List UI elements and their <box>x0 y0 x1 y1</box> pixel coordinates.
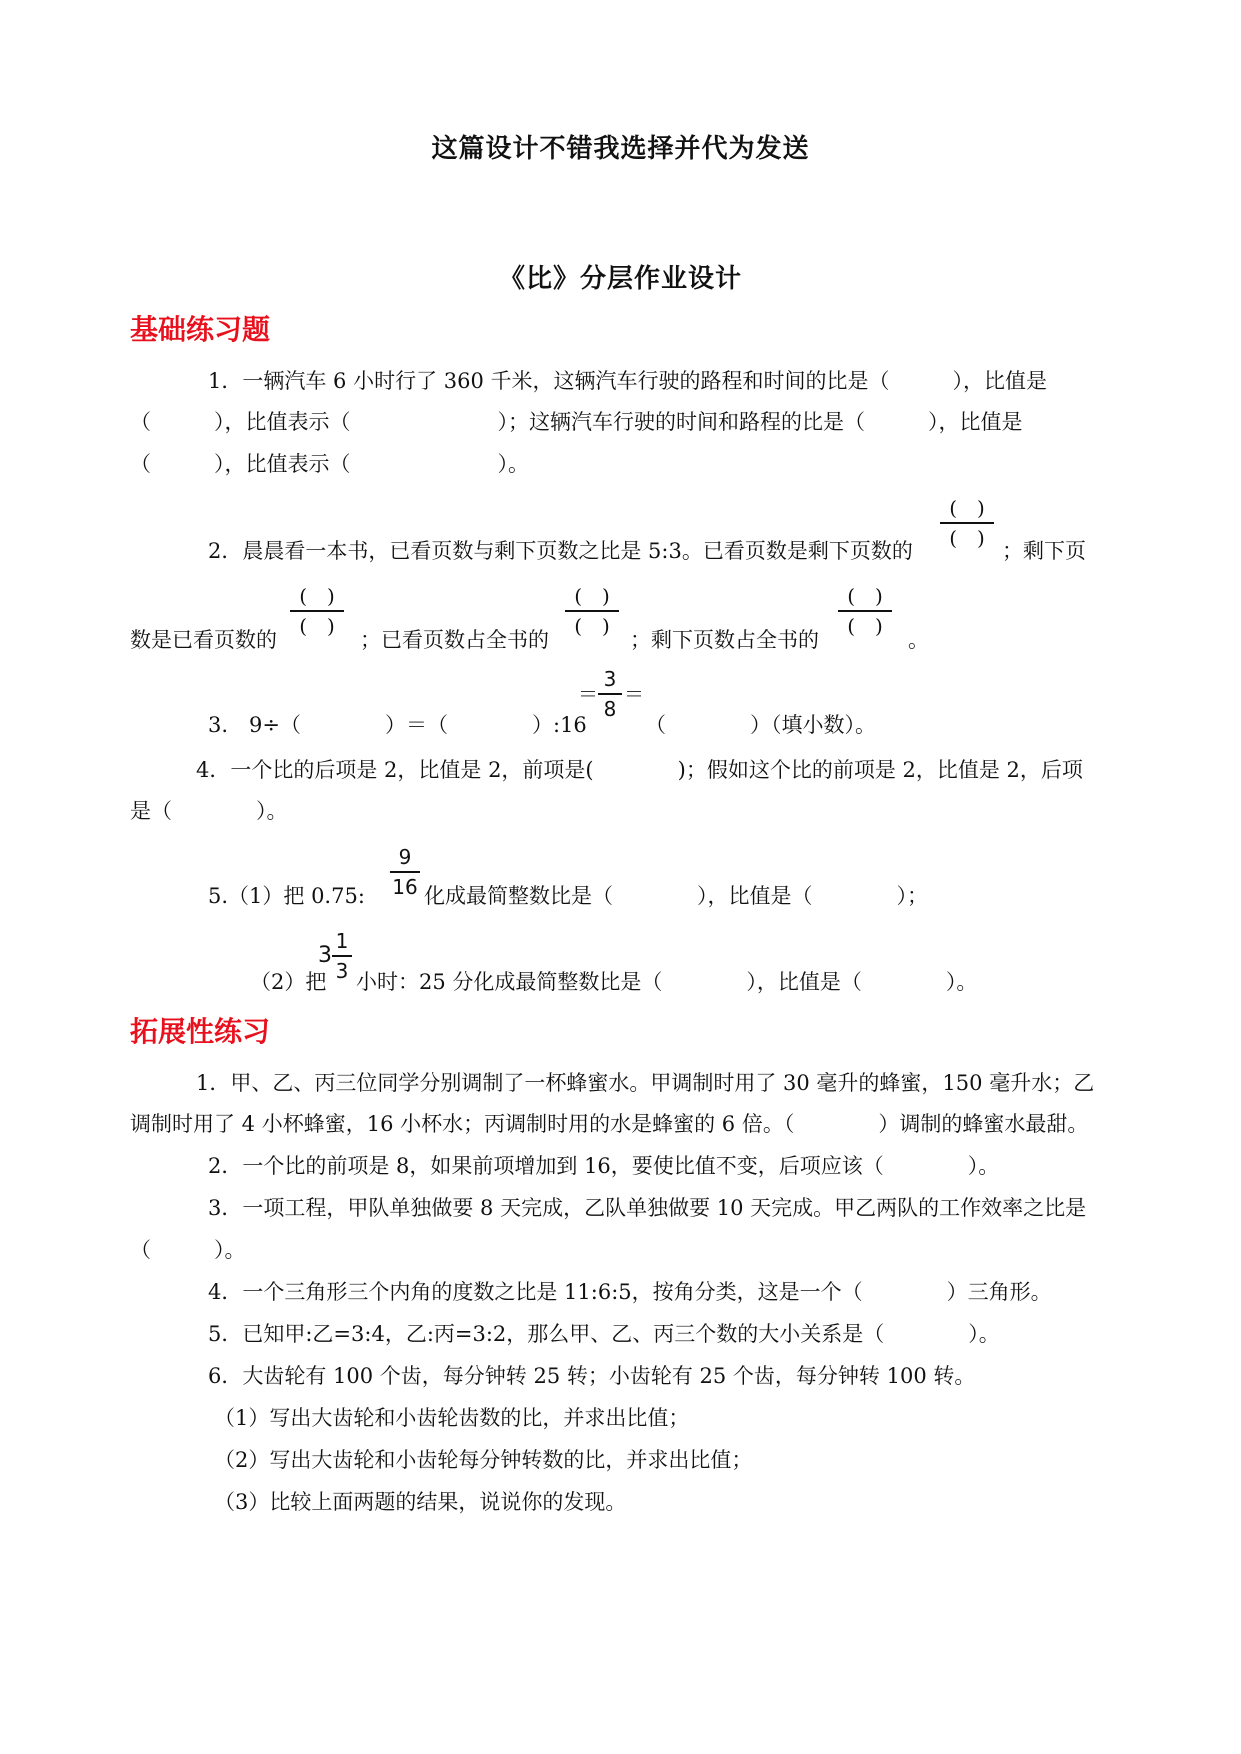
q2-line-1: 2．晨晨看一本书，已看页数与剩下页数之比是 5:3。已看页数是剩下页数的 <box>208 539 913 563</box>
q1-line-1: 1．一辆汽车 6 小时行了 360 千米，这辆汽车行驶的路程和时间的比是（ ），比值是 <box>208 369 1048 393</box>
q4-line-2: 是（ ）。 <box>130 799 288 823</box>
fraction-9-16 <box>390 846 420 898</box>
q1-line-2: （ ），比值表示（ ）；这辆汽车行驶的时间和路程的比是（ ），比值是 <box>130 410 1023 434</box>
fraction-denominator: 3 <box>335 959 349 983</box>
q3-equals-right: ＝ <box>624 682 644 706</box>
fraction-bar <box>332 955 352 957</box>
top-title: 这篇设计不错我选择并代为发送 <box>431 134 810 164</box>
fraction-denominator: ( ) <box>574 614 610 638</box>
ext-q6-part-2: （2）写出大齿轮和小齿轮每分钟转数的比，并求出比值； <box>214 1448 753 1472</box>
fraction-bar <box>838 610 892 612</box>
ext-q6-part-3: （3）比较上面两题的结果，说说你的发现。 <box>214 1490 627 1514</box>
fraction-1-3 <box>332 930 352 982</box>
fraction-bar <box>390 871 420 873</box>
ext-q3-line-2: （ ）。 <box>130 1238 246 1262</box>
q3-line-b: （ ）（填小数）。 <box>645 713 876 737</box>
ext-q5-line: 5．已知甲:乙=3:4，乙:丙=3:2，那么甲、乙、丙三个数的大小关系是（ ）。 <box>208 1322 1000 1346</box>
ext-q6-part-1: （1）写出大齿轮和小齿轮齿数的比，并求出比值； <box>214 1406 690 1430</box>
ext-q1-line-2: 调制时用了 4 小杯蜂蜜，16 小杯水；丙调制时用的水是蜂蜜的 6 倍。（ ）调制的蜂蜜水最甜。 <box>130 1112 1089 1136</box>
q5-line-2-a: （2）把 <box>250 970 327 994</box>
fraction-numerator: 1 <box>335 929 349 953</box>
q4-line-1: 4．一个比的后项是 2，比值是 2，前项是( )；假如这个比的前项是 2，比值是 2，后项 <box>196 758 1083 782</box>
q2-line-2-b: ；已看页数占全书的 <box>360 628 549 652</box>
blank-fraction <box>838 585 892 637</box>
fraction-numerator: 9 <box>398 845 412 869</box>
q1-line-3: （ ），比值表示（ ）。 <box>130 452 529 476</box>
ext-q2-line: 2．一个比的前项是 8，如果前项增加到 16，要使比值不变，后项应该（ ）。 <box>208 1154 1000 1178</box>
fraction-numerator: 3 <box>603 667 617 691</box>
q5-line-1-b: 化成最简整数比是（ ），比值是（ ）； <box>424 884 928 908</box>
ext-q1-line-1: 1．甲、乙、丙三位同学分别调制了一杯蜂蜜水。甲调制时用了 30 毫升的蜂蜜，150 毫升水；乙 <box>196 1071 1095 1095</box>
fraction-denominator: ( ) <box>299 614 335 638</box>
section-heading-basic: 基础练习题 <box>130 313 271 346</box>
document-title: 《比》分层作业设计 <box>498 264 742 294</box>
fraction-3-8 <box>598 668 622 720</box>
fraction-bar <box>940 522 994 524</box>
fraction-numerator: ( ) <box>299 584 335 608</box>
ext-q3-line-1: 3．一项工程，甲队单独做要 8 天完成，乙队单独做要 10 天完成。甲乙两队的工作效率之比是 <box>208 1196 1087 1220</box>
q2-line-1-tail: ；剩下页 <box>1002 539 1086 563</box>
q5-line-1-a: 5.（1）把 0.75: <box>208 884 365 908</box>
blank-fraction <box>290 585 344 637</box>
mixed-number-whole: 3 <box>318 943 332 968</box>
fraction-denominator: ( ) <box>847 614 883 638</box>
ext-q6-line: 6．大齿轮有 100 个齿，每分钟转 25 转；小齿轮有 25 个齿，每分钟转 100 转。 <box>208 1364 976 1388</box>
fraction-bar <box>598 693 622 695</box>
fraction-bar <box>565 610 619 612</box>
q3-equals-left: ＝ <box>578 682 598 706</box>
ext-q4-line: 4．一个三角形三个内角的度数之比是 11:6:5，按角分类，这是一个（ ）三角形。 <box>208 1280 1052 1304</box>
fraction-bar <box>290 610 344 612</box>
fraction-numerator: ( ) <box>949 496 985 520</box>
fraction-denominator: ( ) <box>949 526 985 550</box>
fraction-numerator: ( ) <box>847 584 883 608</box>
fraction-denominator: 8 <box>603 697 617 721</box>
q2-line-2-a: 数是已看页数的 <box>130 628 277 652</box>
fraction-denominator: 16 <box>392 875 418 899</box>
q2-line-2-tail: 。 <box>908 628 929 652</box>
section-heading-extension: 拓展性练习 <box>130 1015 271 1048</box>
fraction-numerator: ( ) <box>574 584 610 608</box>
blank-fraction <box>565 585 619 637</box>
q3-line-a: 3. 9÷（ ）＝（ ）:16 <box>208 713 587 737</box>
q5-line-2-b: 小时：25 分化成最简整数比是（ ），比值是（ ）。 <box>356 970 978 994</box>
q2-line-2-c: ；剩下页数占全书的 <box>630 628 819 652</box>
blank-fraction <box>940 497 994 549</box>
